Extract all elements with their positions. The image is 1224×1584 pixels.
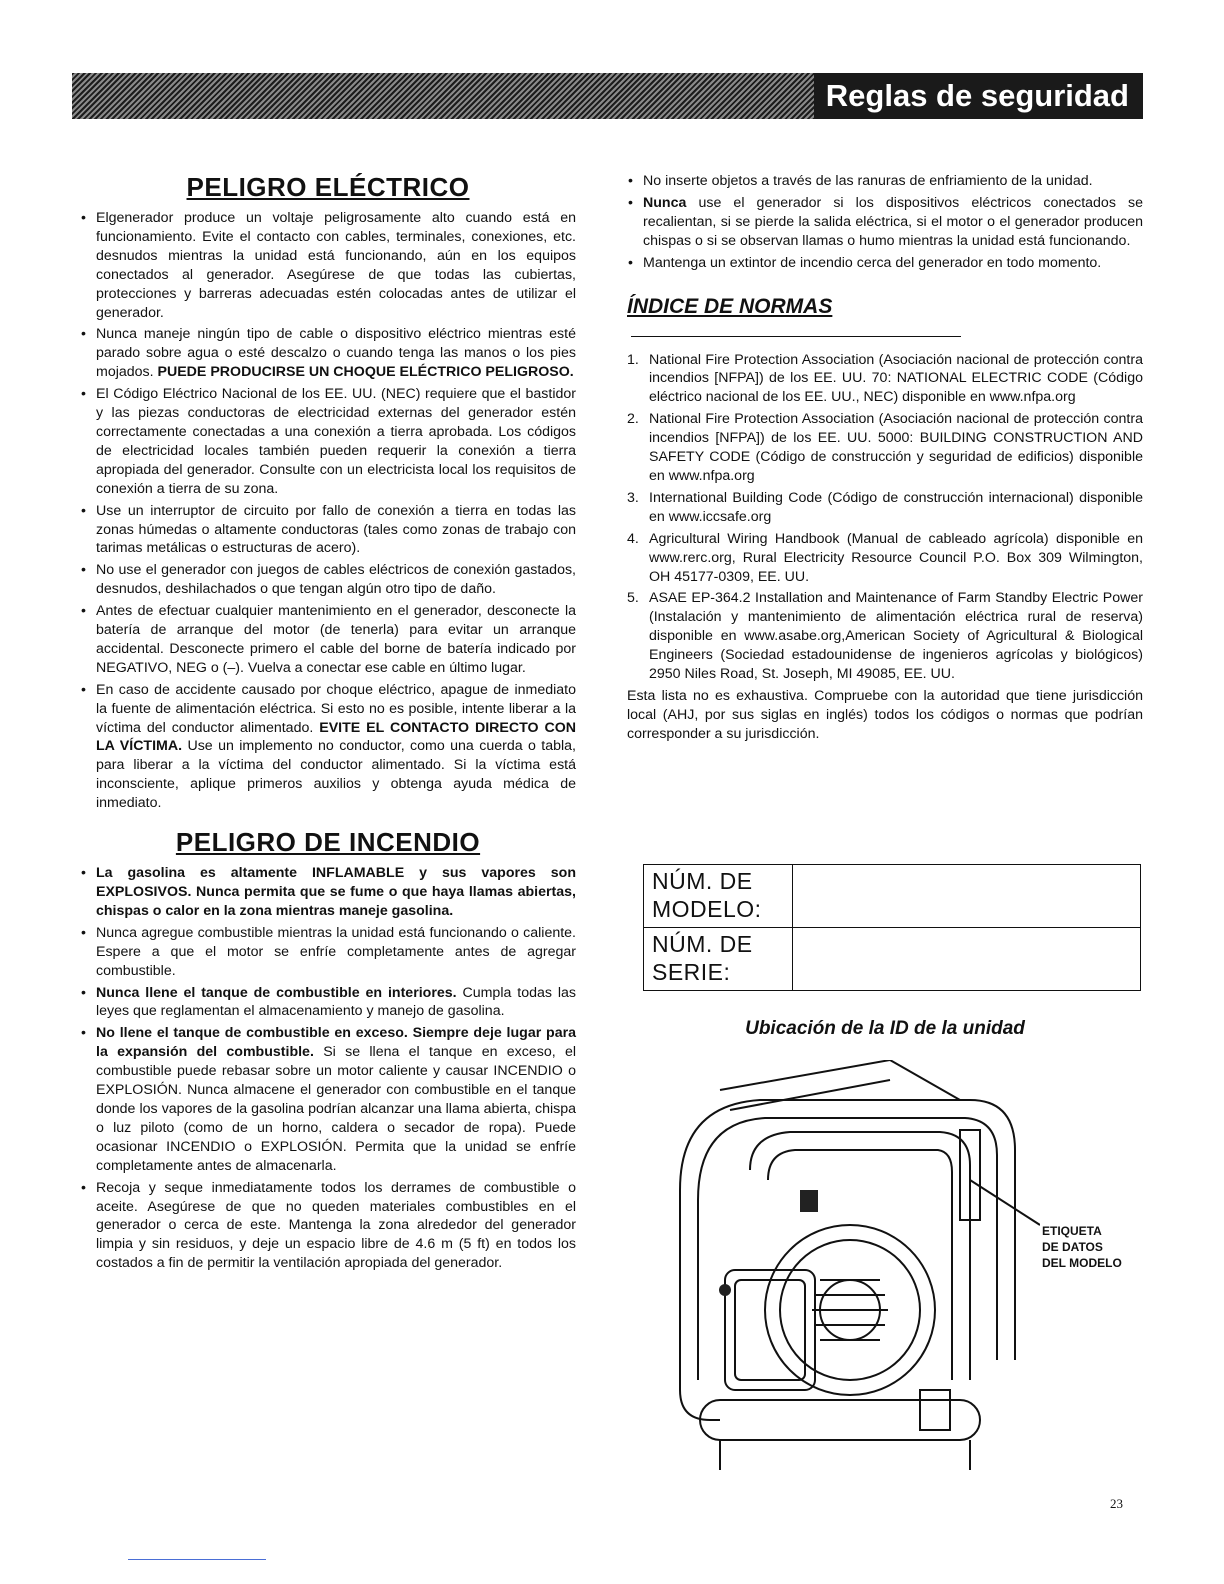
generator-illustration [640,1060,1040,1480]
list-item: • El Código Eléctrico Nacional de los EE. UU. (NEC) requiere que el bastidor y las piezas conductoras de electricidad externas del generador estén correctamente conectadas a una conexión a tierra aprobada. Los códigos de electricidad locales también pueden requerir la conexión a tierra apropiada del generador. Consulte con un electricista local los requisitos de conexión a tierra de su zona. [80,385,576,498]
unit-id-table [643,864,1141,991]
list-item: • En caso de accidente causado por choque eléctrico, apague de inmediato la fuente de alimentación eléctrica. Si esto no es posible, intente liberar a la víctima del conductor alimentado. EVITE EL CONTACTO DIRECTO CON LA VÍCTIMA. Use un implemento no conductor, como una cuerda o tabla, para liberar a la víctima del conductor alimentado. Si la víctima está inconsciente, aplique primeros auxilios y obtenga ayuda médica de inmediato. [80,681,576,813]
extra-safety-list [627,172,1143,273]
serial-number-field[interactable] [793,928,1141,991]
list-item: • Nunca llene el tanque de combustible en interiores. Cumpla todas las leyes que reglamentan el almacenamiento y manejo de gasolina. [80,984,576,1022]
list-item: • Nunca agregue combustible mientras la unidad está funcionando o caliente. Espere a que el motor se enfríe completamente antes de agregar combustible. [80,924,576,981]
electric-hazard-title: PELIGRO ELÉCTRICO [186,172,470,202]
list-item: • No llene el tanque de combustible en exceso. Siempre deje lugar para la expansión del combustible. Si se llena el tanque en exceso, el combustible puede rebasar sobre un motor caliente y causar INCENDIO o EXPLOSIÓN. Nunca almacene el generador con combustible en el tanque donde los vapores de la gasolina podrían alcanzar una llama abierta, chispa o luz piloto (como de un horno, caldera o secador de ropa). Puede ocasionar INCENDIO o EXPLOSIÓN. Permita que la unidad se enfríe completamente antes de almacenarla. [80,1024,576,1175]
fire-hazard-list [80,864,576,1273]
list-item: • No inserte objetos a través de las ranuras de enfriamiento de la unidad. [627,172,1143,191]
list-item: 3. International Building Code (Código de construcción internacional) disponible en www.iccsafe.org [627,489,1143,525]
model-number-label: NÚM. DE MODELO: [644,865,793,928]
model-number-field[interactable] [793,865,1141,928]
standards-index-list [627,351,1143,684]
list-item: • Antes de efectuar cualquier mantenimiento en el generador, desconecte la batería de arranque del motor (de tenerla) para evitar un arranque accidental. Desconecte primero el cable del borne de batería indicado por NEGATIVO, NEG o (–). Vuelva a conectar ese cable en último lugar. [80,602,576,678]
figure-caption: Ubicación de la ID de la unidad [745,1018,1025,1039]
list-item: • Nunca maneje ningún tipo de cable o dispositivo eléctrico mientras esté parado sobre agua o esté descalzo o cuando tenga las manos o los pies mojados. PUEDE PRODUCIRSE UN CHOQUE ELÉCTRICO PELIGROSO. [80,325,576,382]
list-item: • No use el generador con juegos de cables eléctricos de conexión gastados, desnudos, deshilachados o que tengan algún otro tipo de daño. [80,561,576,599]
list-item: • Use un interruptor de circuito por fallo de conexión a tierra en todas las zonas húmedas o altamente conductoras (tales como zonas de trabajo con tarimas metálicas o estructuras de acero). [80,502,576,559]
left-column [80,168,576,1276]
index-note: Esta lista no es exhaustiva. Compruebe con la autoridad que tiene jurisdicción local (AHJ, por sus siglas en inglés) todos los códigos o normas que podrían corresponder a su jurisdicción. [627,687,1143,742]
list-item: 4. Agricultural Wiring Handbook (Manual de cableado agrícola) disponible en www.rerc.org, Rural Electricity Resource Council P.O. Box 309 Wilmington, OH 45177-0309, EE. UU. [627,530,1143,585]
header-banner [72,73,1143,119]
page-number: 23 [1110,1496,1123,1511]
fire-hazard-title: PELIGRO DE INCENDIO [175,827,481,858]
list-item: 2. National Fire Protection Association (Asociación nacional de protección contra incendios [NFPA]) de los EE. UU. 5000: BUILDING CONSTRUCTION AND SAFETY CODE (Código de construcción y seguridad de edificios) disponible en www.nfpa.org [627,411,1143,484]
list-item: • Nunca use el generador si los dispositivos eléctricos conectados se recalientan, si se pierde la salida eléctrica, si el motor o el generador producen chispas o si se observan llamas o humo mientras la unidad está funcionando. [627,194,1143,251]
list-item: • Elgenerador produce un voltaje peligrosamente alto cuando está en funcionamiento. Evite el contacto con cables, terminales, conexiones, etc. desnudos mientras la unidad está funcionando, aún en los equipos conectados al generador. Asegúrese de que todas las cubiertas, protecciones y barreras adecuadas estén colocadas antes de utilizar el generador. [80,209,576,322]
page-title: Reglas de seguridad [814,73,1143,119]
list-item: 1. National Fire Protection Association (Asociación nacional de protección contra incendios [NFPA]) de los EE. UU. 70: NATIONAL ELECTRIC CODE (Código eléctrico nacional de los EE. UU., NEC) disponible en www.nfpa.org [627,351,1143,406]
footer-rule [128,1559,266,1560]
standards-index-title: ÍNDICE DE NORMAS [627,295,1143,343]
serial-number-label: NÚM. DE SERIE: [644,928,793,991]
right-column [627,172,1143,744]
list-item: • La gasolina es altamente INFLAMABLE y sus vapores son EXPLOSIVOS. Nunca permita que se fume o que haya llamas abiertas, chispas o calor en la zona mientras maneje gasolina. [80,864,576,921]
electric-hazard-list [80,209,576,813]
data-label-callout: ETIQUETA DE DATOS DEL MODELO [1042,1224,1122,1270]
frame-tube [680,1100,1015,1360]
list-item: 5. ASAE EP-364.2 Installation and Maintenance of Farm Standby Electric Power (Instalación y mantenimiento de alimentación eléctrica rural de reserva) disponible en www.asabe.org,American Society of Agricultural & Biological Engineers (Sociedad estadounidense de ingenieros agrícolas y biológicos) 2950 Niles Road, St. Joseph, MI 49085, EE. UU. [627,590,1143,683]
list-item: • Mantenga un extintor de incendio cerca del generador en todo momento. [627,254,1143,273]
list-item: • Recoja y seque inmediatamente todos los derrames de combustible o aceite. Asegúrese de que no queden materiales combustibles en el generador o cerca de este. Mantenga la zona alrededor del generador limpia y sin residuos, y deje un espacio libre de 4.6 m (5 ft) en todos los costados a fin de permitir la ventilación apropiada del generador. [80,1179,576,1274]
